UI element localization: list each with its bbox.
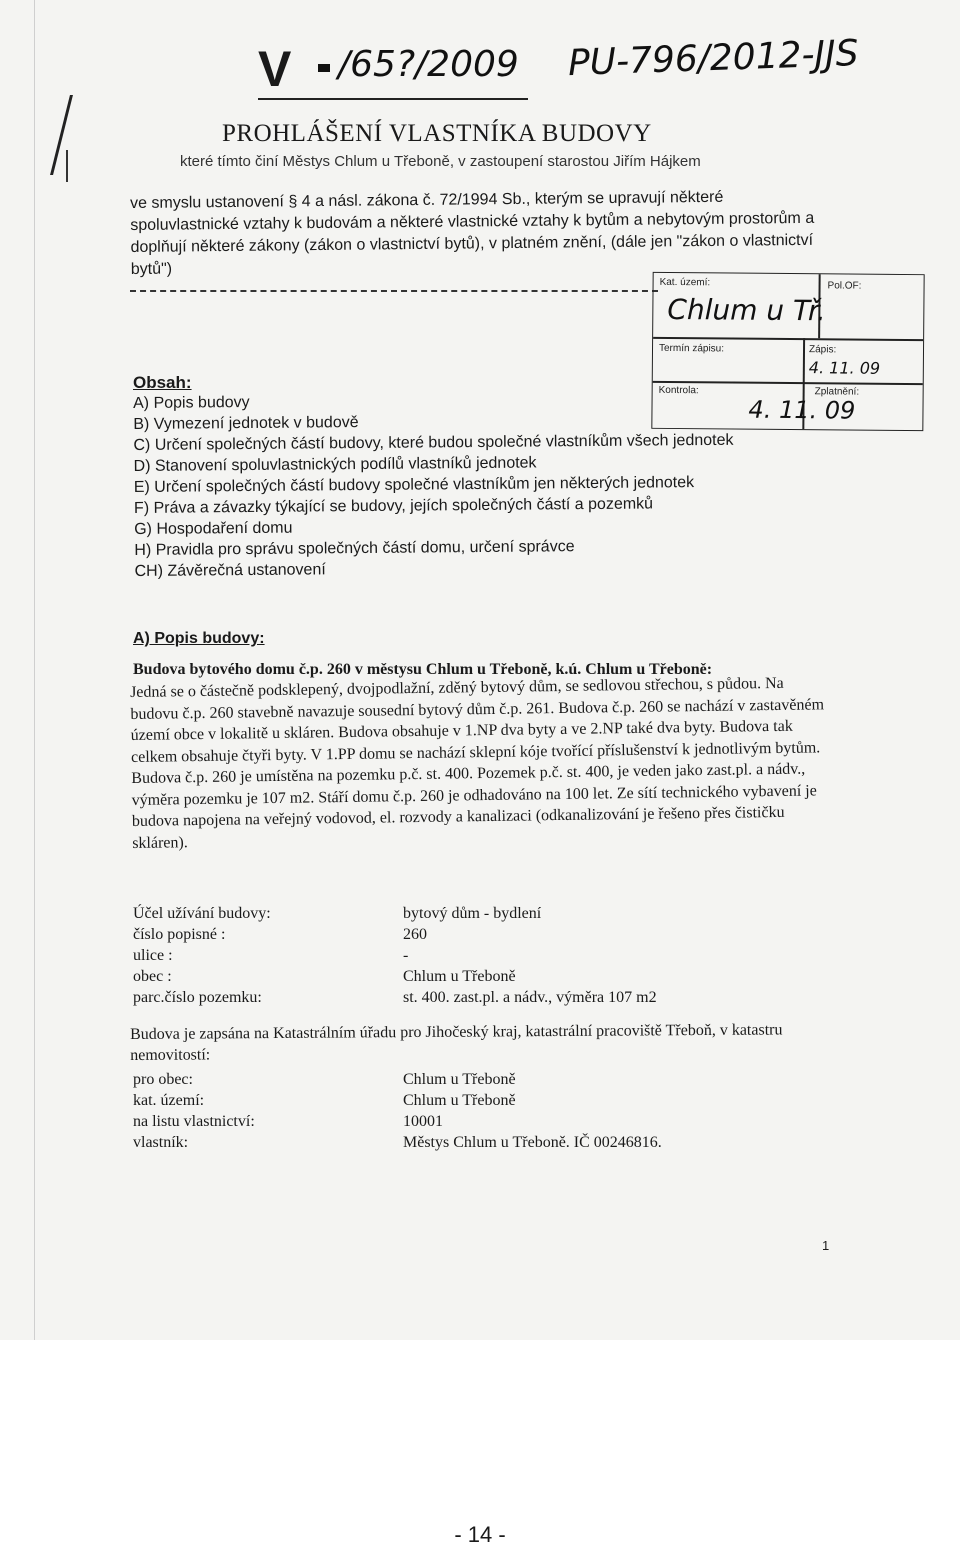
contents-item: H) Pravidla pro správu společných částí domu, určení správce [134,538,575,559]
contents-item: A) Popis budovy [133,393,250,412]
contents-item: CH) Závěrečná ustanovení [134,561,326,580]
info-label: obec : [133,968,172,985]
building-line: Budova bytového domu č.p. 260 v městysu Chlum u Třeboně, k.ú. Chlum u Třeboně: [133,661,713,678]
reference-dash [318,64,330,72]
reference-underline [258,98,528,100]
info-value: Chlum u Třeboně [403,1092,516,1109]
stamp-zapis-label: Zápis: [808,344,837,356]
stamp-kat-label: Kat. území: [659,276,711,289]
info-value: st. 400. zast.pl. a nádv., výměra 107 m2 [403,989,657,1006]
info-value: bytový dům - bydlení [403,905,542,922]
handwritten-case-number: /65?/2009 [338,44,519,85]
stamp-kontrola-label: Kontrola: [658,384,699,397]
contents-item: F) Práva a závazky týkající se budovy, jejích společných částí a pozemků [133,495,654,517]
scan-edge-line [34,0,35,1340]
contents-item: C) Určení společných částí budovy, které budou společné vlastníkům všech jednotek [133,431,734,454]
contents-item: E) Určení společných částí budovy společné vlastníkům jen některých jednotek [133,474,695,496]
intro-paragraph: ve smyslu ustanovení § 4 a násl. zákona č. 72/1994 Sb., kterým se upravují některé spoluvlastnické vztahy k budovám a některé vlastnické vztahy k bytům a nebytovým prostorům a doplňují některé zákony (zákon o vlastnictví bytů), v platném znění, (dále jen "zákon o vlastnictví bytů") [130,188,815,278]
contents-item: D) Stanovení spoluvlastnických podílů vlastníků jednotek [133,454,537,475]
info-label: vlastník: [133,1134,189,1151]
dashed-separator [130,290,658,292]
contents-item: B) Vymezení jednotek v budově [133,414,359,433]
contents-item: G) Hospodaření domu [134,519,293,538]
info-value: Městys Chlum u Třeboně. IČ 00246816. [403,1134,662,1151]
info-value: Chlum u Třeboně [403,1071,516,1088]
contents-list [133,388,735,582]
document-subtitle: které tímto činí Městys Chlum u Třeboně, v zastoupení starostou Jiřím Hájkem [180,153,701,170]
building-description: Jedná se o částečně podsklepený, dvojpodlažní, zděný bytový dům, se sedlovou střechou, s půdou. Na budovu č.p. 260 stavebně navazuje sousední bytový dům č.p. 261. Budova č.p. 260 se nachází v zastavěném území obce v lokalitě u skláren. Budova obsahuje v 1.NP dva byty a ve 2.NP také dva byty. Budova tak celkem obsahuje čtyři byty. V 1.PP domu se nachází sklepní kóje tvořící příslušenství k jednotlivým bytům. Budova č.p. 260 je umístěna na pozemku p.č. st. 400. Pozemek p.č. st. 400, je veden jako zast.pl. a nádv., výměra pozemku je 107 m2. Stáří domu č.p. 260 je odhadováno na 100 let. Ze sítí technického vybavení je budova napojena na veřejný vodovod, el. rozvody a kanalizaci (odkanalizování je řešeno přes čističku skláren). [130,674,825,852]
info-label: Účel užívání budovy: [133,905,271,922]
stamp-handwritten-kat-uzemi: Chlum u Tř. [667,292,826,328]
margin-pen-mark [66,150,68,182]
page-number: - 14 - [454,1522,506,1547]
stamp-handwritten-zapis-date: 4. 11. 09 [808,358,881,378]
info-label: kat. území: [133,1092,205,1109]
document-title: PROHLÁŠENÍ VLASTNÍKA BUDOVY [222,120,652,147]
info-label: pro obec: [133,1071,193,1088]
info-value: Chlum u Třeboně [403,968,516,985]
cadastre-paragraph: Budova je zapsána na Katastrálním úřadu pro Jihočeský kraj, katastrální pracoviště Třeboň, v katastru nemovitostí: [130,1021,783,1064]
reference-letter: V [258,41,292,97]
info-label: parc.číslo pozemku: [133,989,262,1006]
info-label: číslo popisné : [133,926,226,943]
info-label: na listu vlastnictví: [133,1113,255,1130]
stamp-divider [653,337,923,341]
stamp-pol-label: Pol.OF: [827,280,862,292]
info-value: 260 [403,926,427,943]
info-value: - [403,947,409,964]
stamp-handwritten-kontrola-date: 4. 11. 09 [748,395,856,425]
contents-heading: Obsah: [133,373,192,392]
stamp-zplatneni-label: Zplatnění: [814,386,860,398]
section-a-heading: A) Popis budovy: [133,630,265,647]
handwritten-reference-code: PU-796/2012-JJS [567,32,860,85]
stamp-divider [653,381,923,385]
info-label: ulice : [133,947,173,964]
stamp-termin-label: Termín zápisu: [658,342,725,355]
info-value: 10001 [403,1113,443,1130]
scan-page-number: 1 [822,1238,830,1253]
